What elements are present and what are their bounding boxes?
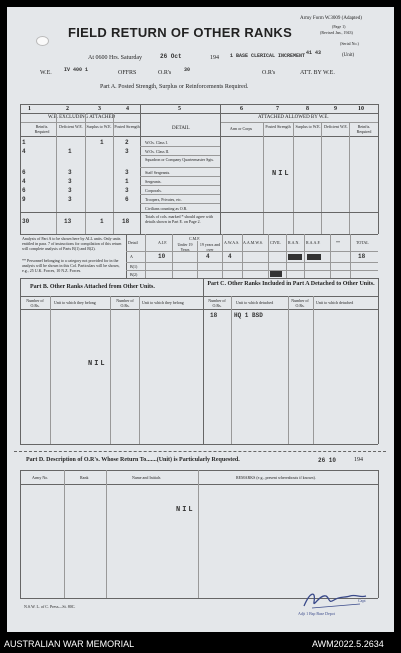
an-row-a-total: 18: [358, 253, 366, 260]
an-head-civil: CIVIL: [270, 240, 281, 245]
total-detail: Totals of cols. marked * should agree with details shown in Part E. on Page 2.: [145, 214, 213, 224]
part-b-nil: NIL: [88, 360, 107, 368]
part-d-date: 26 10: [318, 457, 337, 464]
right-group-head: ATTACHED ALLOWED BY W.E.: [258, 115, 329, 120]
part-d-head-army-no: Army No.: [32, 475, 49, 480]
an-head-aamws: A.A.M.W.S.: [243, 240, 263, 245]
ors-value: 30: [184, 67, 191, 73]
part-d-year: 194: [354, 457, 363, 463]
row4-detail: Staff Sergeants.: [145, 170, 171, 175]
head-r-posted: Posted Strength: [265, 124, 291, 129]
part-b-title: Part B. Other Ranks Attached from Other Units.: [30, 284, 155, 290]
head-reinfts: Reinfts. Required: [34, 124, 50, 134]
part-d-title: Part D. Description of O.R's. Whose Return To.......(Unit) is Particularly Requested.: [26, 457, 240, 463]
col-num-9: 9: [334, 106, 337, 112]
part-d-head-remarks: REMARKS (e.g., present whereabouts if known).: [236, 475, 316, 480]
row1-c4: 2: [125, 139, 129, 146]
row5-detail: Sergeants.: [145, 179, 162, 184]
part-d-head-name: Name and Initials: [132, 475, 161, 480]
part-a-title: Part A. Posted Strength, Surplus or Reinforcements Required.: [100, 84, 249, 90]
serial-value: 41 43: [306, 50, 322, 56]
date-prefix: At 0600 Hrs. Saturday: [88, 55, 142, 61]
unit-value: 1 BASE CLERICAL INCREMENT: [230, 53, 306, 59]
head-surplus: Surplus to W.E.: [86, 124, 112, 129]
an-row-a-cmf1: 4: [206, 253, 210, 260]
row6-detail: Corporals.: [145, 188, 162, 193]
an-head-total: TOTAL: [356, 240, 369, 245]
col-num-10: 10: [358, 106, 364, 112]
an-head-awas: A.W.A.S.: [224, 240, 240, 245]
an-head-ran: R.A.N.: [288, 240, 300, 245]
an-head-aif: A.I.F.: [158, 240, 168, 245]
row7-c1: 9: [22, 196, 26, 203]
redaction-block-1: [288, 254, 302, 260]
col-num-4: 4: [126, 106, 129, 112]
an-row-a-aif: 10: [158, 253, 166, 260]
row4-c1: 6: [22, 169, 26, 176]
row6-c1: 6: [22, 187, 26, 194]
row3-detail: Squadron or Company Quartermaster Sgts.: [145, 157, 214, 162]
redaction-block-3: [270, 271, 282, 277]
page-number: (Page 1): [332, 24, 346, 29]
row2-detail: W.Os. Class II.: [145, 149, 170, 154]
row2-c2: 1: [68, 148, 72, 155]
punch-hole: [36, 36, 49, 46]
row5-c4: 1: [125, 178, 129, 185]
form-sheet: [7, 7, 394, 632]
row4-c2: 3: [68, 169, 72, 176]
date-value: 26 Oct: [160, 53, 182, 60]
row5-c2: 3: [68, 178, 72, 185]
head-deficient: Deficient W.E.: [59, 124, 83, 129]
an-head-cmf: C.M.F.: [189, 236, 201, 241]
year-label: 194: [210, 55, 219, 61]
part-b-head-num-1: Number of O.Rs.: [26, 298, 44, 308]
total-c4: 18: [122, 218, 130, 225]
an-row-b2: B(2): [130, 272, 138, 277]
serial-label: (Serial No.): [340, 41, 359, 46]
left-group-head: W.E. EXCLUDING ATTACHED: [48, 115, 116, 120]
ors-label: O.R's: [158, 70, 172, 76]
redaction-block-2: [307, 254, 321, 260]
we-value: IV 400 1: [64, 67, 89, 73]
row4-c4: 3: [125, 169, 129, 176]
row1-c1: 1: [22, 139, 26, 146]
col-num-7: 7: [276, 106, 279, 112]
an-head-detail: Detail: [128, 240, 138, 245]
an-head-cmf-over: 19 years and over: [199, 242, 221, 252]
part-d-nil: NIL: [176, 506, 195, 514]
an-head-other: **: [336, 240, 340, 245]
part-b-head-unit-1: Unit to which they belong: [54, 300, 96, 305]
head-detail: DETAIL: [172, 126, 190, 131]
row5-c1: 4: [22, 178, 26, 185]
row2-c4: 3: [125, 148, 129, 155]
an-head-cmf-under: Under 19 Years: [177, 242, 193, 252]
col-num-3: 3: [98, 106, 101, 112]
part-c-head-unit-2: Unit to which detached: [316, 300, 354, 305]
col-num-6: 6: [240, 106, 243, 112]
form-title: FIELD RETURN OF OTHER RANKS: [68, 25, 293, 40]
row7-c2: 3: [68, 196, 72, 203]
row8-detail: Civilians counting as O.R.: [145, 206, 188, 211]
part-d-head-rank: Rank: [80, 475, 89, 480]
unit-label: (Unit): [342, 53, 355, 58]
att-label: ATT. BY W.E.: [300, 70, 335, 76]
part-b-head-num-2: Number of O.Rs.: [116, 298, 134, 308]
an-row-b1: B(1): [130, 264, 138, 269]
part-a-nil: NIL: [272, 170, 291, 178]
footer-accession: AWM2022.5.2634: [312, 639, 384, 649]
part-c-entry-unit: HQ 1 BSD: [234, 312, 263, 319]
total-c1: 30: [22, 218, 30, 225]
analysis-note: Analysis of Part A to be shown here by ALL units. Only units entitled in para. 7 of instructions for compilation of this return will complete analysis of Parts B(1) and B(2).: [22, 236, 122, 251]
footer-credit: AUSTRALIAN WAR MEMORIAL: [4, 639, 135, 649]
row6-c4: 3: [125, 187, 129, 194]
part-b-head-unit-2: Unit to which they belong: [142, 300, 184, 305]
an-row-a-cmf2: 4: [228, 253, 232, 260]
total-c2: 13: [64, 218, 72, 225]
head-r-deficient: Deficient W.E.: [324, 124, 348, 129]
part-c-head-unit-1: Unit to which detached: [236, 300, 274, 305]
row1-c3: 1: [100, 139, 104, 146]
signature-role: Adjt 1 Bsp Base Depot: [298, 611, 335, 616]
row1-detail: W.Os. Class I.: [145, 140, 168, 145]
row2-c1: 4: [22, 148, 26, 155]
row7-c4: 6: [125, 196, 129, 203]
we-label: W.E.: [40, 70, 52, 76]
row6-c2: 3: [68, 187, 72, 194]
col-num-8: 8: [306, 106, 309, 112]
ors-label-2: O.R's: [262, 70, 276, 76]
col-num-1: 1: [28, 106, 31, 112]
an-head-raaf: R.A.A.F.: [306, 240, 321, 245]
part-c-head-num-1: Number of O.Rs.: [208, 298, 226, 308]
analysis-note-2: ** Personnel belonging to a category not provided for in the analysis will be shown in this Col. Particulars will be shown, e.g., 25 U.K. Forces, 10 N.Z. Forces.: [22, 258, 120, 273]
part-c-head-num-2: Number of O.Rs.: [291, 298, 309, 308]
offrs-label: OFFRS: [118, 70, 137, 76]
head-arm-corps: Arm or Corps: [229, 126, 253, 131]
col-num-5: 5: [178, 106, 181, 112]
revised-date: (Revised Jan., 1943): [320, 30, 353, 35]
an-row-a: A: [130, 254, 133, 259]
head-r-reinfts: Reinfts. Required: [356, 124, 372, 134]
total-c3: 1: [100, 218, 104, 225]
printer-imprint: N.S.W. L. of C. Press—St. 80C.: [24, 604, 76, 609]
signature-capt: Capt: [358, 598, 366, 603]
col-num-2: 2: [66, 106, 69, 112]
part-c-entry-number: 18: [210, 312, 218, 319]
head-r-surplus: Surplus to W.E.: [295, 124, 321, 129]
head-posted: Posted Strength: [114, 124, 140, 129]
row7-detail: Troopers, Privates, etc.: [145, 197, 182, 202]
army-form-number: Army Form W.3009 (Adapted): [300, 16, 362, 21]
part-c-title: Part C. Other Ranks Included in Part A Detached to Other Units.: [207, 281, 375, 287]
